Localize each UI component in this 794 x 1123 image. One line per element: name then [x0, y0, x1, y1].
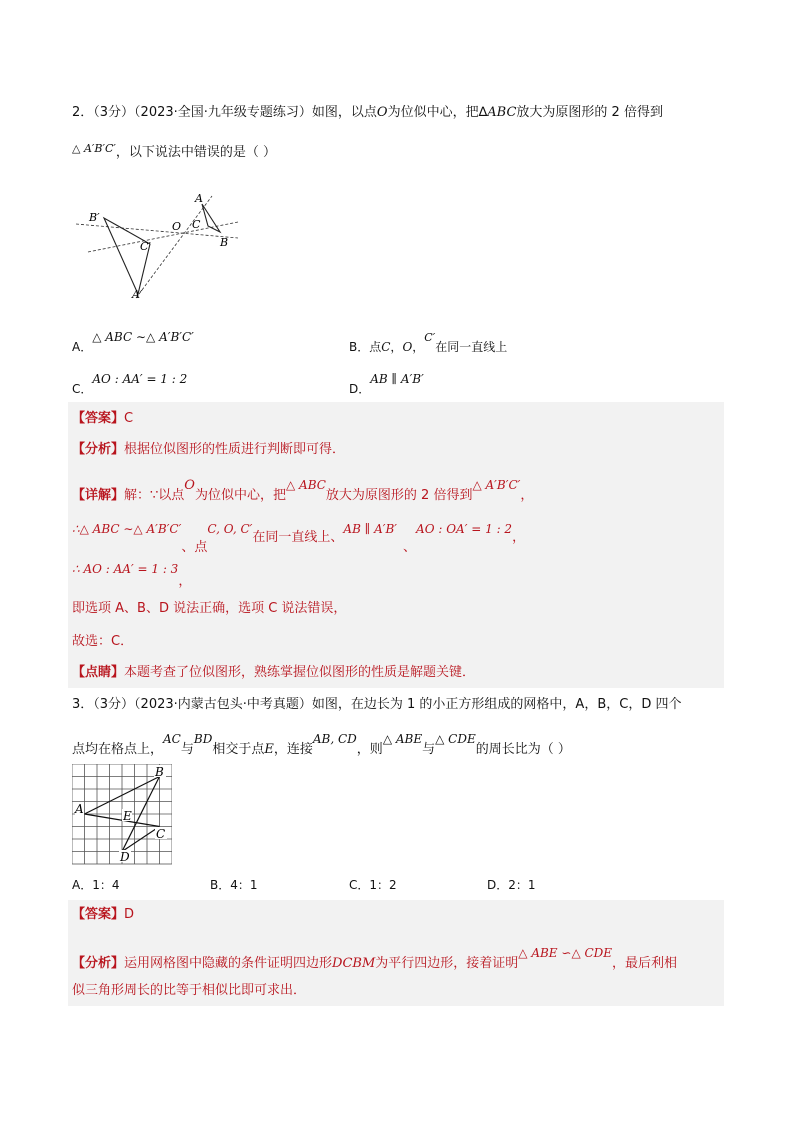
detail-text: 、点 — [181, 540, 208, 555]
detail-math: AO : OA′ = 1 : 2 — [416, 522, 513, 536]
detail-text: ， — [512, 530, 526, 545]
var-ac: AC — [163, 732, 181, 746]
detail-text: 解：∵以点 — [124, 488, 185, 503]
option-text: 在同一直线上 — [435, 340, 508, 354]
option-text: C．1：2 — [349, 878, 397, 892]
label-c-prime: C′ — [140, 240, 151, 253]
option-letter: D． — [349, 382, 371, 396]
detail-text: 在同一直线上、 — [252, 530, 344, 545]
var-dcbm: DCBM — [332, 956, 376, 971]
answer-tag: 【答案】 — [72, 411, 125, 426]
detail-text: 为位似中心，把 — [194, 488, 286, 503]
q3-stem-text: ，则 — [356, 742, 383, 757]
detail-text: 故选：C． — [72, 634, 134, 649]
q2-detail-line2 — [72, 522, 526, 555]
option-math: AO : AA′ = 1 : 2 — [92, 372, 188, 386]
detail-math: ∴ AO : AA′ = 1 : 3 — [72, 562, 179, 576]
comment-tag: 【点睛】 — [72, 665, 125, 680]
label-c: C — [156, 827, 166, 841]
q2-stem-text: 为位似中心，把∆ — [387, 105, 488, 120]
var-o: O — [376, 105, 388, 120]
option-letter: C． — [72, 382, 93, 396]
label-b-prime: B′ — [89, 211, 100, 224]
analysis-text: 运用网格图中隐藏的条件证明四边形 — [124, 956, 333, 971]
q2-figure — [74, 188, 254, 304]
option-letter: B．点 — [349, 340, 382, 354]
q2-detail-line1 — [72, 478, 534, 505]
q2-detail-line3 — [72, 562, 192, 589]
q3-stem-text: 的周长比为（ ） — [475, 742, 571, 757]
tri-prime: △ A′B′C′ — [472, 478, 521, 492]
detail-math: AB ∥ A′B′ — [343, 522, 398, 536]
detail-tag: 【详解】 — [72, 488, 125, 503]
q3-answer — [72, 906, 134, 924]
q2-option-b[interactable] — [349, 331, 508, 357]
q2-detail-line4 — [72, 600, 346, 618]
q2-comment — [72, 664, 475, 682]
q3-stem-text: 点均在格点上， — [72, 742, 164, 757]
tri-prime: △ A′B′C′ — [72, 142, 116, 155]
q3-stem-text: 相交于点 — [212, 742, 265, 757]
tri-abc: ABC — [487, 105, 517, 120]
q3-stem-line1 — [72, 696, 681, 714]
var-o: O — [184, 478, 195, 493]
var-ab-cd: AB, CD — [312, 732, 357, 746]
q2-stem-text: 2．（3分）（2023·全国·九年级专题练习）如图，以点 — [72, 105, 377, 120]
var-o: O — [402, 340, 413, 354]
q3-stem-text: 与 — [422, 742, 436, 757]
var-bd: BD — [193, 732, 213, 746]
q2-answer — [72, 410, 133, 428]
label-o: O — [172, 220, 182, 233]
var-c-prime: C′ — [424, 331, 436, 344]
option-text: D．2：1 — [487, 878, 536, 892]
detail-text: 放大为原图形的 2 倍得到 — [325, 488, 473, 503]
detail-math: ∴△ ABC ∼△ A′B′C′ — [72, 522, 182, 536]
tri-abc: △ ABC — [285, 478, 326, 492]
q3-stem-text: ，连接 — [273, 742, 313, 757]
label-c: C — [192, 218, 201, 231]
label-e: E — [123, 809, 132, 823]
analysis-text: ，最后利相 — [612, 956, 678, 971]
q3-stem-text: 与 — [180, 742, 194, 757]
q3-stem-line2 — [72, 732, 571, 759]
analysis-math: △ ABE ∽△ CDE — [518, 946, 613, 960]
analysis-tag: 【分析】 — [72, 442, 125, 457]
q2-stem-line2 — [72, 140, 276, 162]
q2-stem-text: ，以下说法中错误的是（ ） — [115, 145, 277, 160]
q2-detail-line5 — [72, 633, 133, 651]
q3-analysis-line2 — [72, 982, 306, 1000]
q3-option-d[interactable] — [487, 876, 536, 894]
option-math: AB ∥ A′B′ — [370, 372, 424, 386]
analysis-text: 为平行四边形，接着证明 — [375, 956, 519, 971]
q3-option-a[interactable] — [72, 876, 119, 894]
tri-abe: △ ABE — [382, 732, 423, 746]
detail-text: ， — [520, 488, 534, 503]
label-a: A — [195, 192, 203, 205]
detail-text: ， — [178, 574, 192, 589]
q2-analysis — [72, 441, 345, 459]
label-a: A — [75, 802, 84, 816]
answer-tag: 【答案】 — [72, 907, 125, 922]
option-math: △ ABC ∼△ A′B′C′ — [92, 330, 194, 344]
detail-text: 、 — [403, 540, 417, 555]
analysis-text: 根据位似图形的性质进行判断即可得． — [124, 442, 346, 457]
q2-option-a[interactable] — [72, 330, 194, 356]
analysis-text: 似三角形周长的比等于相似比即可求出． — [72, 983, 307, 998]
detail-math: C, O, C′ — [207, 522, 253, 536]
answer-value: D — [124, 907, 135, 922]
comma: ， — [412, 340, 425, 354]
comment-text: 本题考查了位似图形，熟练掌握位似图形的性质是解题关键． — [124, 665, 476, 680]
var-c: C — [381, 340, 391, 354]
comma: ， — [390, 340, 403, 354]
q2-option-d[interactable] — [349, 372, 424, 398]
q3-option-c[interactable] — [349, 876, 397, 894]
analysis-tag: 【分析】 — [72, 956, 125, 971]
detail-text: 即选项 A、B、D 说法正确，选项 C 说法错误， — [72, 601, 347, 616]
q3-analysis-line1 — [72, 946, 678, 973]
q3-stem-text: 3．（3分）（2023·内蒙古包头·中考真题）如图，在边长为 1 的小正方形组成的网格中，A，B，C，D 四个 — [72, 697, 682, 712]
var-e: E — [264, 742, 274, 757]
label-d: D — [120, 850, 130, 864]
q3-grid-figure — [72, 764, 172, 868]
q2-stem-line1 — [72, 104, 663, 122]
answer-value: C — [124, 411, 134, 426]
q2-stem-text: 放大为原图形的 2 倍得到 — [516, 105, 663, 120]
label-b: B — [220, 236, 229, 249]
tri-cde: △ CDE — [435, 732, 476, 746]
label-a-prime: A′ — [132, 288, 143, 301]
option-text: B．4：1 — [210, 878, 258, 892]
q3-option-b[interactable] — [210, 876, 258, 894]
option-text: A．1：4 — [72, 878, 120, 892]
option-letter: A． — [72, 340, 93, 354]
label-b: B — [155, 765, 164, 779]
q2-option-c[interactable] — [72, 372, 188, 398]
